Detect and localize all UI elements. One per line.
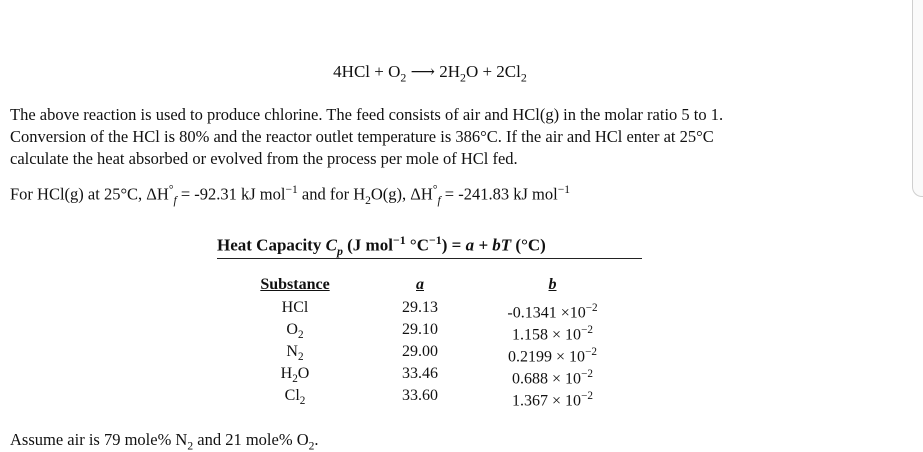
substance-column — [245, 276, 345, 407]
formula-subscript: 2 — [187, 440, 194, 452]
scrollbar[interactable] — [912, 0, 923, 197]
table-title — [217, 233, 546, 259]
table-cell-substance: $Cl_2$ — [284, 387, 306, 408]
equation-product-water: 2H — [439, 62, 460, 81]
unit-exponent: −1 — [557, 184, 570, 196]
problem-line-3: calculate the heat absorbed or evolved from the process per mole of HCl fed. — [10, 149, 518, 168]
enthalpy-water-label-tail: O(g), ΔH — [370, 184, 433, 204]
table-cell-a: 33.60 — [402, 387, 438, 404]
equation-product-chlorine: O + 2Cl — [465, 62, 521, 81]
coefficient-a-header: a — [416, 276, 424, 293]
table-title-degree: °C — [405, 235, 429, 255]
problem-line-2: Conversion of the HCl is 80% and the reactor outlet temperature is 386°C. If the air and HCl enter at 25°C — [10, 127, 714, 146]
table-cell-substance: $N_2$ — [286, 343, 304, 364]
unit-exponent: −1 — [429, 233, 442, 247]
table-cell-substance: $O_2$ — [286, 321, 304, 342]
enthalpy-water-label: and for H — [297, 184, 366, 204]
reaction-arrow: ⟶ — [406, 62, 440, 81]
coefficient-b-column — [485, 276, 620, 410]
table-cell-a: 29.10 — [402, 321, 438, 338]
table-title-text: Heat Capacity — [217, 235, 326, 255]
formula-subscript: 2 — [365, 194, 371, 207]
equation-subscript: 2 — [520, 70, 527, 85]
table-title-equals: ) = — [441, 235, 466, 255]
enthalpy-hcl-label: For HCl(g) at 25°C, ΔH — [10, 184, 169, 204]
air-composition-assumption — [10, 430, 319, 452]
formula-subscript: 2 — [308, 440, 315, 452]
table-title-rule — [217, 258, 642, 259]
table-cell-b: $-0.1341 \times 10^{-2}$ — [507, 302, 598, 322]
standard-state-symbol: ° — [168, 184, 174, 196]
unit-exponent: −1 — [392, 233, 406, 247]
table-cell-a: 29.13 — [402, 299, 438, 316]
coefficient-b-header: b — [548, 276, 557, 293]
assumption-period: . — [314, 430, 319, 449]
coefficient-a-column — [385, 276, 455, 407]
table-cell-a: 33.46 — [402, 365, 438, 382]
enthalpy-water-value: = -241.83 kJ mol — [440, 184, 558, 204]
equation-subscript: 2 — [400, 70, 407, 85]
table-cell-b: $1.367 \times 10^{-2}$ — [512, 390, 593, 410]
assumption-text: Assume air is 79 mole% N — [10, 430, 188, 449]
table-cell-b: $0.688 \times 10^{-2}$ — [512, 368, 593, 388]
enthalpy-hcl-value: = -92.31 kJ mol — [176, 184, 286, 204]
unit-exponent: −1 — [285, 184, 298, 196]
table-cell-a: 29.00 — [402, 343, 438, 360]
problem-statement — [10, 104, 890, 170]
cp-subscript: p — [336, 244, 343, 259]
table-title-units: (J mol — [342, 235, 393, 255]
cp-formula: a + bT — [465, 235, 512, 255]
enthalpy-data — [10, 184, 890, 207]
table-cell-substance: $H_2O$ — [280, 365, 310, 386]
standard-state-symbol: ° — [432, 184, 438, 196]
assumption-text-mid: and 21 mole% O — [193, 430, 309, 449]
cp-symbol: C — [325, 235, 337, 255]
table-cell-b: $0.2199 \times 10^{-2}$ — [508, 346, 597, 366]
equation-subscript: 2 — [459, 70, 466, 85]
reaction-equation — [0, 62, 860, 85]
table-cell-b: $1.158 \times 10^{-2}$ — [512, 324, 593, 344]
problem-line-1: The above reaction is used to produce chlorine. The feed consists of air and HCl(g) in the molar ratio 5 to 1. — [10, 105, 724, 124]
table-title-tail: (°C) — [511, 235, 546, 255]
substance-header: Substance — [260, 276, 330, 293]
formation-subscript: f — [173, 194, 177, 207]
table-cell-substance: HCl — [281, 299, 309, 316]
formation-subscript: f — [437, 194, 441, 207]
equation-reactants: 4HCl + O — [333, 62, 401, 81]
